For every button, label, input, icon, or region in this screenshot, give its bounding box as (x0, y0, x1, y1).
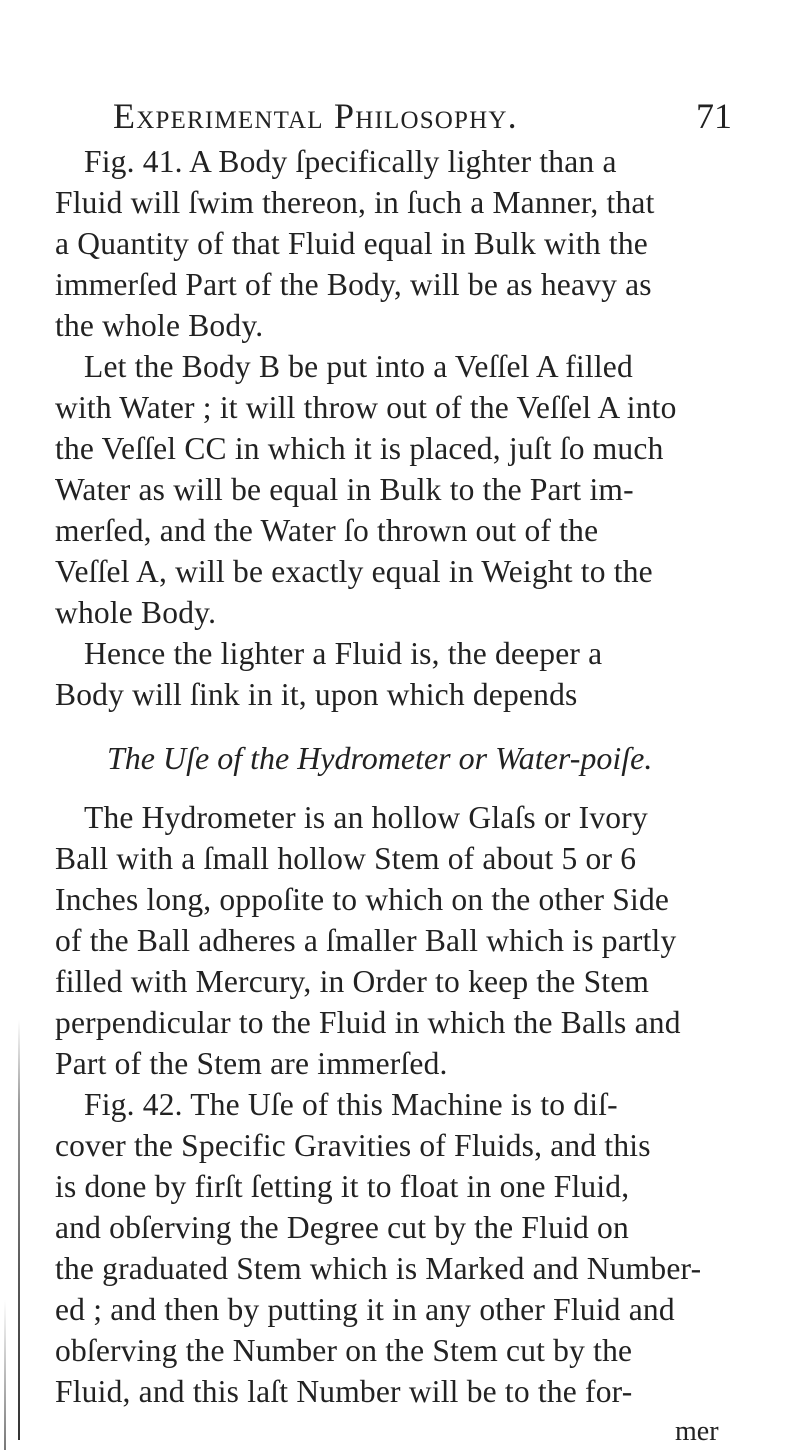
text-line: Body will ſink in it, upon which depends (55, 677, 578, 712)
text-line: Let the Body B be put into a Veſſel A filled (84, 349, 633, 384)
text-line: Hence the lighter a Fluid is, the deeper a (84, 636, 603, 671)
text-line: Part of the Stem are immerſed. (55, 1046, 448, 1081)
text-line: Fig. 41. A Body ſpecifically lighter than a (84, 144, 617, 179)
text-line: perpendicular to the Fluid in which the Balls and (55, 1005, 681, 1040)
page-number: 71 (696, 96, 732, 136)
text-line: Inches long, oppoſite to which on the other Side (55, 882, 670, 917)
text-line: and obſerving the Degree cut by the Fluid on (55, 1210, 629, 1245)
catchword: mer (675, 1416, 719, 1447)
text-line: Fluid will ſwim thereon, in ſuch a Manner, that (55, 185, 655, 220)
text-line: cover the Specific Gravities of Fluids, and this (55, 1128, 651, 1163)
text-line: obſerving the Number on the Stem cut by the (55, 1333, 633, 1368)
page-edge-shadow (18, 1020, 20, 1440)
text-line: is done by firſt ſetting it to float in one Fluid, (55, 1169, 630, 1204)
text-line: a Quantity of that Fluid equal in Bulk with the (55, 226, 648, 261)
text-line: whole Body. (55, 595, 217, 630)
text-line: The Hydrometer is an hollow Glaſs or Ivory (84, 800, 648, 835)
section-heading: The Uſe of the Hydrometer or Water-poiſe. (107, 740, 653, 776)
running-head: Experimental Philosophy. (113, 96, 518, 136)
text-line: Fig. 42. The Uſe of this Machine is to diſ- (84, 1087, 618, 1122)
text-line: Ball with a ſmall hollow Stem of about 5 or 6 (55, 841, 637, 876)
text-line: the Veſſel CC in which it is placed, juſt ſo much (55, 431, 664, 466)
text-line: ed ; and then by putting it in any other Fluid and (55, 1292, 675, 1327)
text-line: the graduated Stem which is Marked and Number- (55, 1251, 702, 1286)
page-edge-shadow (4, 1300, 6, 1450)
text-line: with Water ; it will throw out of the Veſſel A into (55, 390, 677, 425)
text-line: merſed, and the Water ſo thrown out of the (55, 513, 599, 548)
text-line: filled with Mercury, in Order to keep the Stem (55, 964, 650, 999)
text-line: immerſed Part of the Body, will be as heavy as (55, 267, 652, 302)
text-line: the whole Body. (55, 308, 264, 343)
text-line: Fluid, and this laſt Number will be to the for- (55, 1374, 633, 1409)
text-line: Veſſel A, will be exactly equal in Weight to the (55, 554, 653, 589)
text-line: Water as will be equal in Bulk to the Part im- (55, 472, 634, 507)
text-line: of the Ball adheres a ſmaller Ball which is partly (55, 923, 677, 958)
